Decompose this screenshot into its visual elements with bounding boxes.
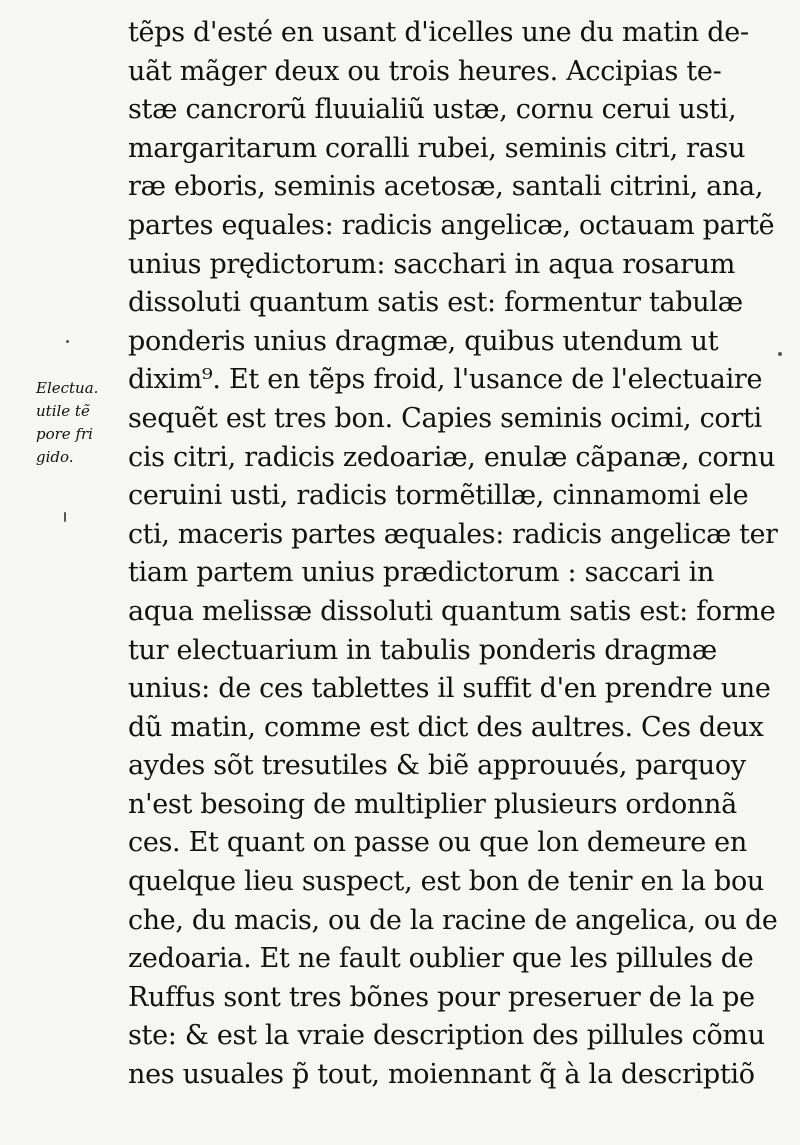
text-line: aydes sõt tresutiles & biẽ approuués, parquoy bbox=[128, 750, 746, 782]
text-line: ceruini usti, radicis tormẽtillæ, cinnamomi ele bbox=[128, 480, 749, 512]
text-line: tiam partem unius prædictorum : saccari in bbox=[128, 557, 715, 589]
text-line: n'est besoing de multiplier plusieurs ordonnã bbox=[128, 788, 737, 820]
text-line: unius prędictorum: sacchari in aqua rosarum bbox=[128, 248, 736, 280]
text-line: margaritarum coralli rubei, seminis citri, rasu bbox=[128, 132, 746, 164]
text-line: stæ cancrorũ fluuialiũ ustæ, cornu cerui usti, bbox=[128, 94, 737, 126]
marginal-note bbox=[36, 377, 128, 469]
text-line: Ruffus sont tres bõnes pour preseruer de la pe bbox=[128, 981, 755, 1013]
text-line: cis citri, radicis zedoariæ, enulæ cãpanæ, cornu bbox=[128, 441, 776, 473]
main-text-block bbox=[128, 14, 778, 1095]
text-line: che, du macis, ou de la racine de angelica, ou de bbox=[128, 904, 778, 936]
text-line: dixim⁹. Et en tẽps froid, l'usance de l'electuaire bbox=[128, 364, 763, 396]
marginal-note-line: gido. bbox=[36, 448, 74, 466]
text-line: partes equales: radicis angelicæ, octauam partẽ bbox=[128, 209, 775, 241]
text-line: dissoluti quantum satis est: formentur tabulæ bbox=[128, 287, 743, 319]
text-line: unius: de ces tablettes il suffit d'en prendre une bbox=[128, 673, 771, 705]
text-line: tẽps d'esté en usant d'icelles une du matin de- bbox=[128, 17, 749, 48]
ink-speck bbox=[64, 512, 66, 522]
text-line: ræ eboris, seminis acetosæ, santali citrini, ana, bbox=[128, 171, 764, 203]
text-line: tur electuarium in tabulis ponderis dragmæ bbox=[128, 634, 717, 666]
marginal-note-line: pore fri bbox=[36, 425, 93, 443]
text-line: ponderis unius dragmæ, quibus utendum ut bbox=[128, 325, 719, 357]
text-line: dũ matin, comme est dict des aultres. Ces deux bbox=[128, 711, 764, 743]
text-line: ces. Et quant on passe ou que lon demeure en bbox=[128, 827, 747, 859]
marginal-note-line: utile tẽ bbox=[36, 402, 90, 420]
text-line: quelque lieu suspect, est bon de tenir en la bou bbox=[128, 866, 764, 898]
ink-speck bbox=[778, 352, 782, 356]
text-line: aqua melissæ dissoluti quantum satis est: forme bbox=[128, 595, 776, 627]
text-line: cti, maceris partes æquales: radicis angelicæ ter bbox=[128, 518, 778, 550]
text-line: nes usuales p̃ tout, moiennant q̃ à la descriptiõ bbox=[128, 1059, 755, 1091]
marginal-note-line: Electua. bbox=[36, 379, 99, 397]
text-line: uãt mãger deux ou trois heures. Accipias te- bbox=[128, 55, 722, 87]
text-line: sequẽt est tres bon. Capies seminis ocimi, corti bbox=[128, 402, 762, 434]
ink-speck bbox=[66, 340, 69, 343]
text-line: ste: & est la vraie description des pillules cõmu bbox=[128, 1020, 765, 1052]
text-line: zedoaria. Et ne fault oublier que les pillules de bbox=[128, 943, 754, 975]
